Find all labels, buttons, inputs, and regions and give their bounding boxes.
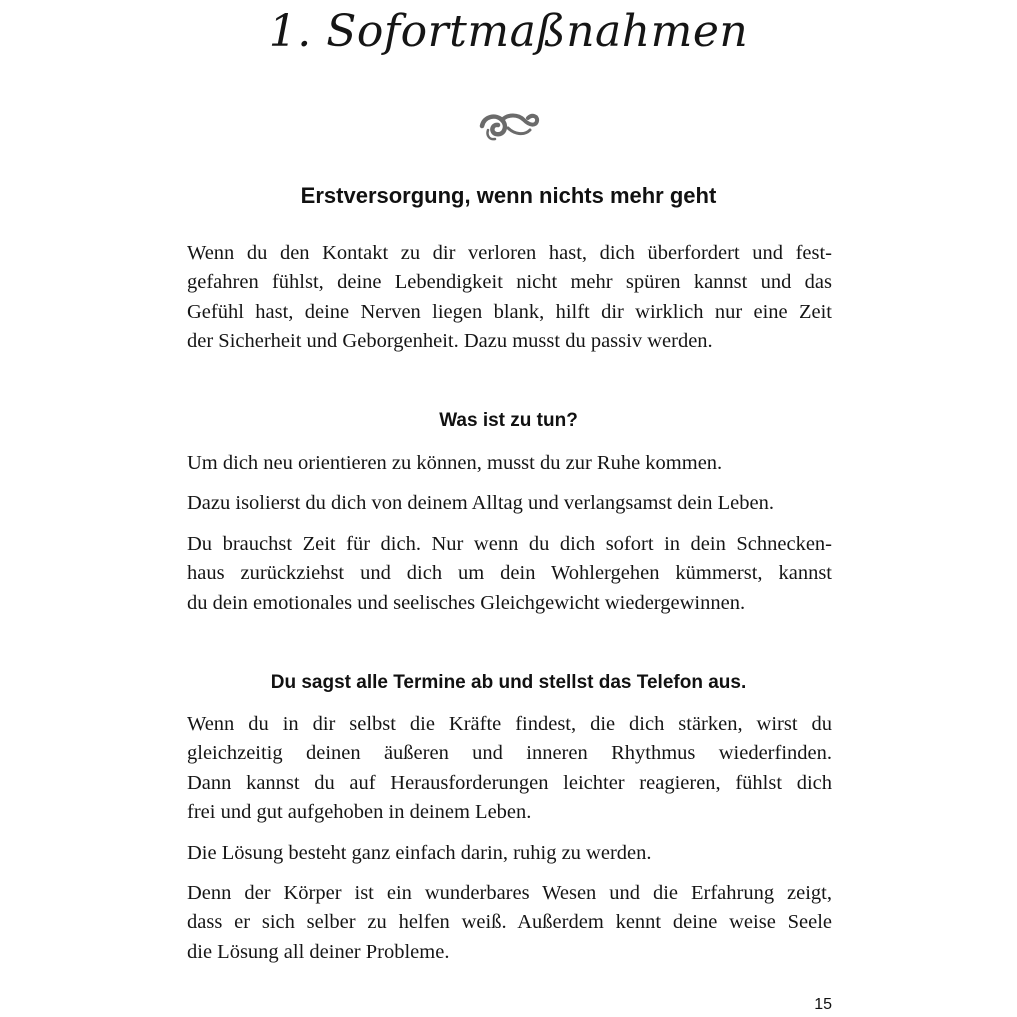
cancel-heading: Du sagst alle Termine ab und stellst das Telefon aus. bbox=[270, 672, 747, 693]
intro-line: Wenn du den Kontakt zu dir verloren hast, dich überfordert und fest- bbox=[187, 242, 832, 264]
question-heading: Was ist zu tun? bbox=[439, 410, 578, 431]
time-line: haus zurückziehst und dich um dein Wohlergehen kümmerst, kannst bbox=[187, 562, 832, 585]
rest-paragraph bbox=[187, 449, 832, 478]
strength-line: Dann kannst du auf Herausforderungen leichter reagieren, fühlst dich bbox=[187, 771, 832, 794]
chapter-title: 1. Sofortmaßnahmen bbox=[268, 6, 749, 57]
time-paragraph bbox=[187, 530, 832, 618]
intro-paragraph bbox=[187, 239, 832, 356]
body-paragraph bbox=[187, 879, 832, 967]
isolate-line: Dazu isolierst du dich von deinem Alltag und verlangsamst dein Leben. bbox=[187, 492, 774, 514]
intro-line: der Sicherheit und Geborgenheit. Dazu musst du passiv werden. bbox=[187, 329, 713, 352]
body-line: die Lösung all deiner Probleme. bbox=[187, 940, 450, 963]
time-line: du dein emotionales und seelisches Gleichgewicht wiedergewinnen. bbox=[187, 591, 746, 614]
section-heading: Erstversorgung, wenn nichts mehr geht bbox=[300, 183, 717, 208]
strength-line: Wenn du in dir selbst die Kräfte findest, die dich stärken, wirst du bbox=[187, 713, 832, 735]
strength-paragraph bbox=[187, 710, 832, 827]
solution-line: Die Lösung besteht ganz einfach darin, ruhig zu werden. bbox=[187, 842, 652, 864]
strength-line: gleichzeitig deinen äußeren und inneren Rhythmus wiederfinden. bbox=[187, 742, 832, 765]
body-line: Denn der Körper ist ein wunderbares Wesen und die Erfahrung zeigt, bbox=[187, 882, 832, 904]
strength-line: frei und gut aufgehoben in deinem Leben. bbox=[187, 800, 532, 823]
body-line: dass er sich selber zu helfen weiß. Außerdem kennt deine weise Seele bbox=[187, 911, 832, 934]
isolate-paragraph bbox=[187, 489, 832, 518]
swirl-ornament-icon bbox=[478, 106, 540, 146]
intro-line: Gefühl hast, deine Nerven liegen blank, hilft dir wirklich nur eine Zeit bbox=[187, 300, 832, 323]
time-line: Du brauchst Zeit für dich. Nur wenn du dich sofort in dein Schnecken- bbox=[187, 533, 832, 555]
rest-line: Um dich neu orientieren zu können, musst du zur Ruhe kommen. bbox=[187, 452, 723, 474]
solution-paragraph bbox=[187, 839, 832, 868]
intro-line: gefahren fühlst, deine Lebendigkeit nicht mehr spüren kannst und das bbox=[187, 271, 832, 294]
page-number: 15 bbox=[814, 996, 832, 1013]
